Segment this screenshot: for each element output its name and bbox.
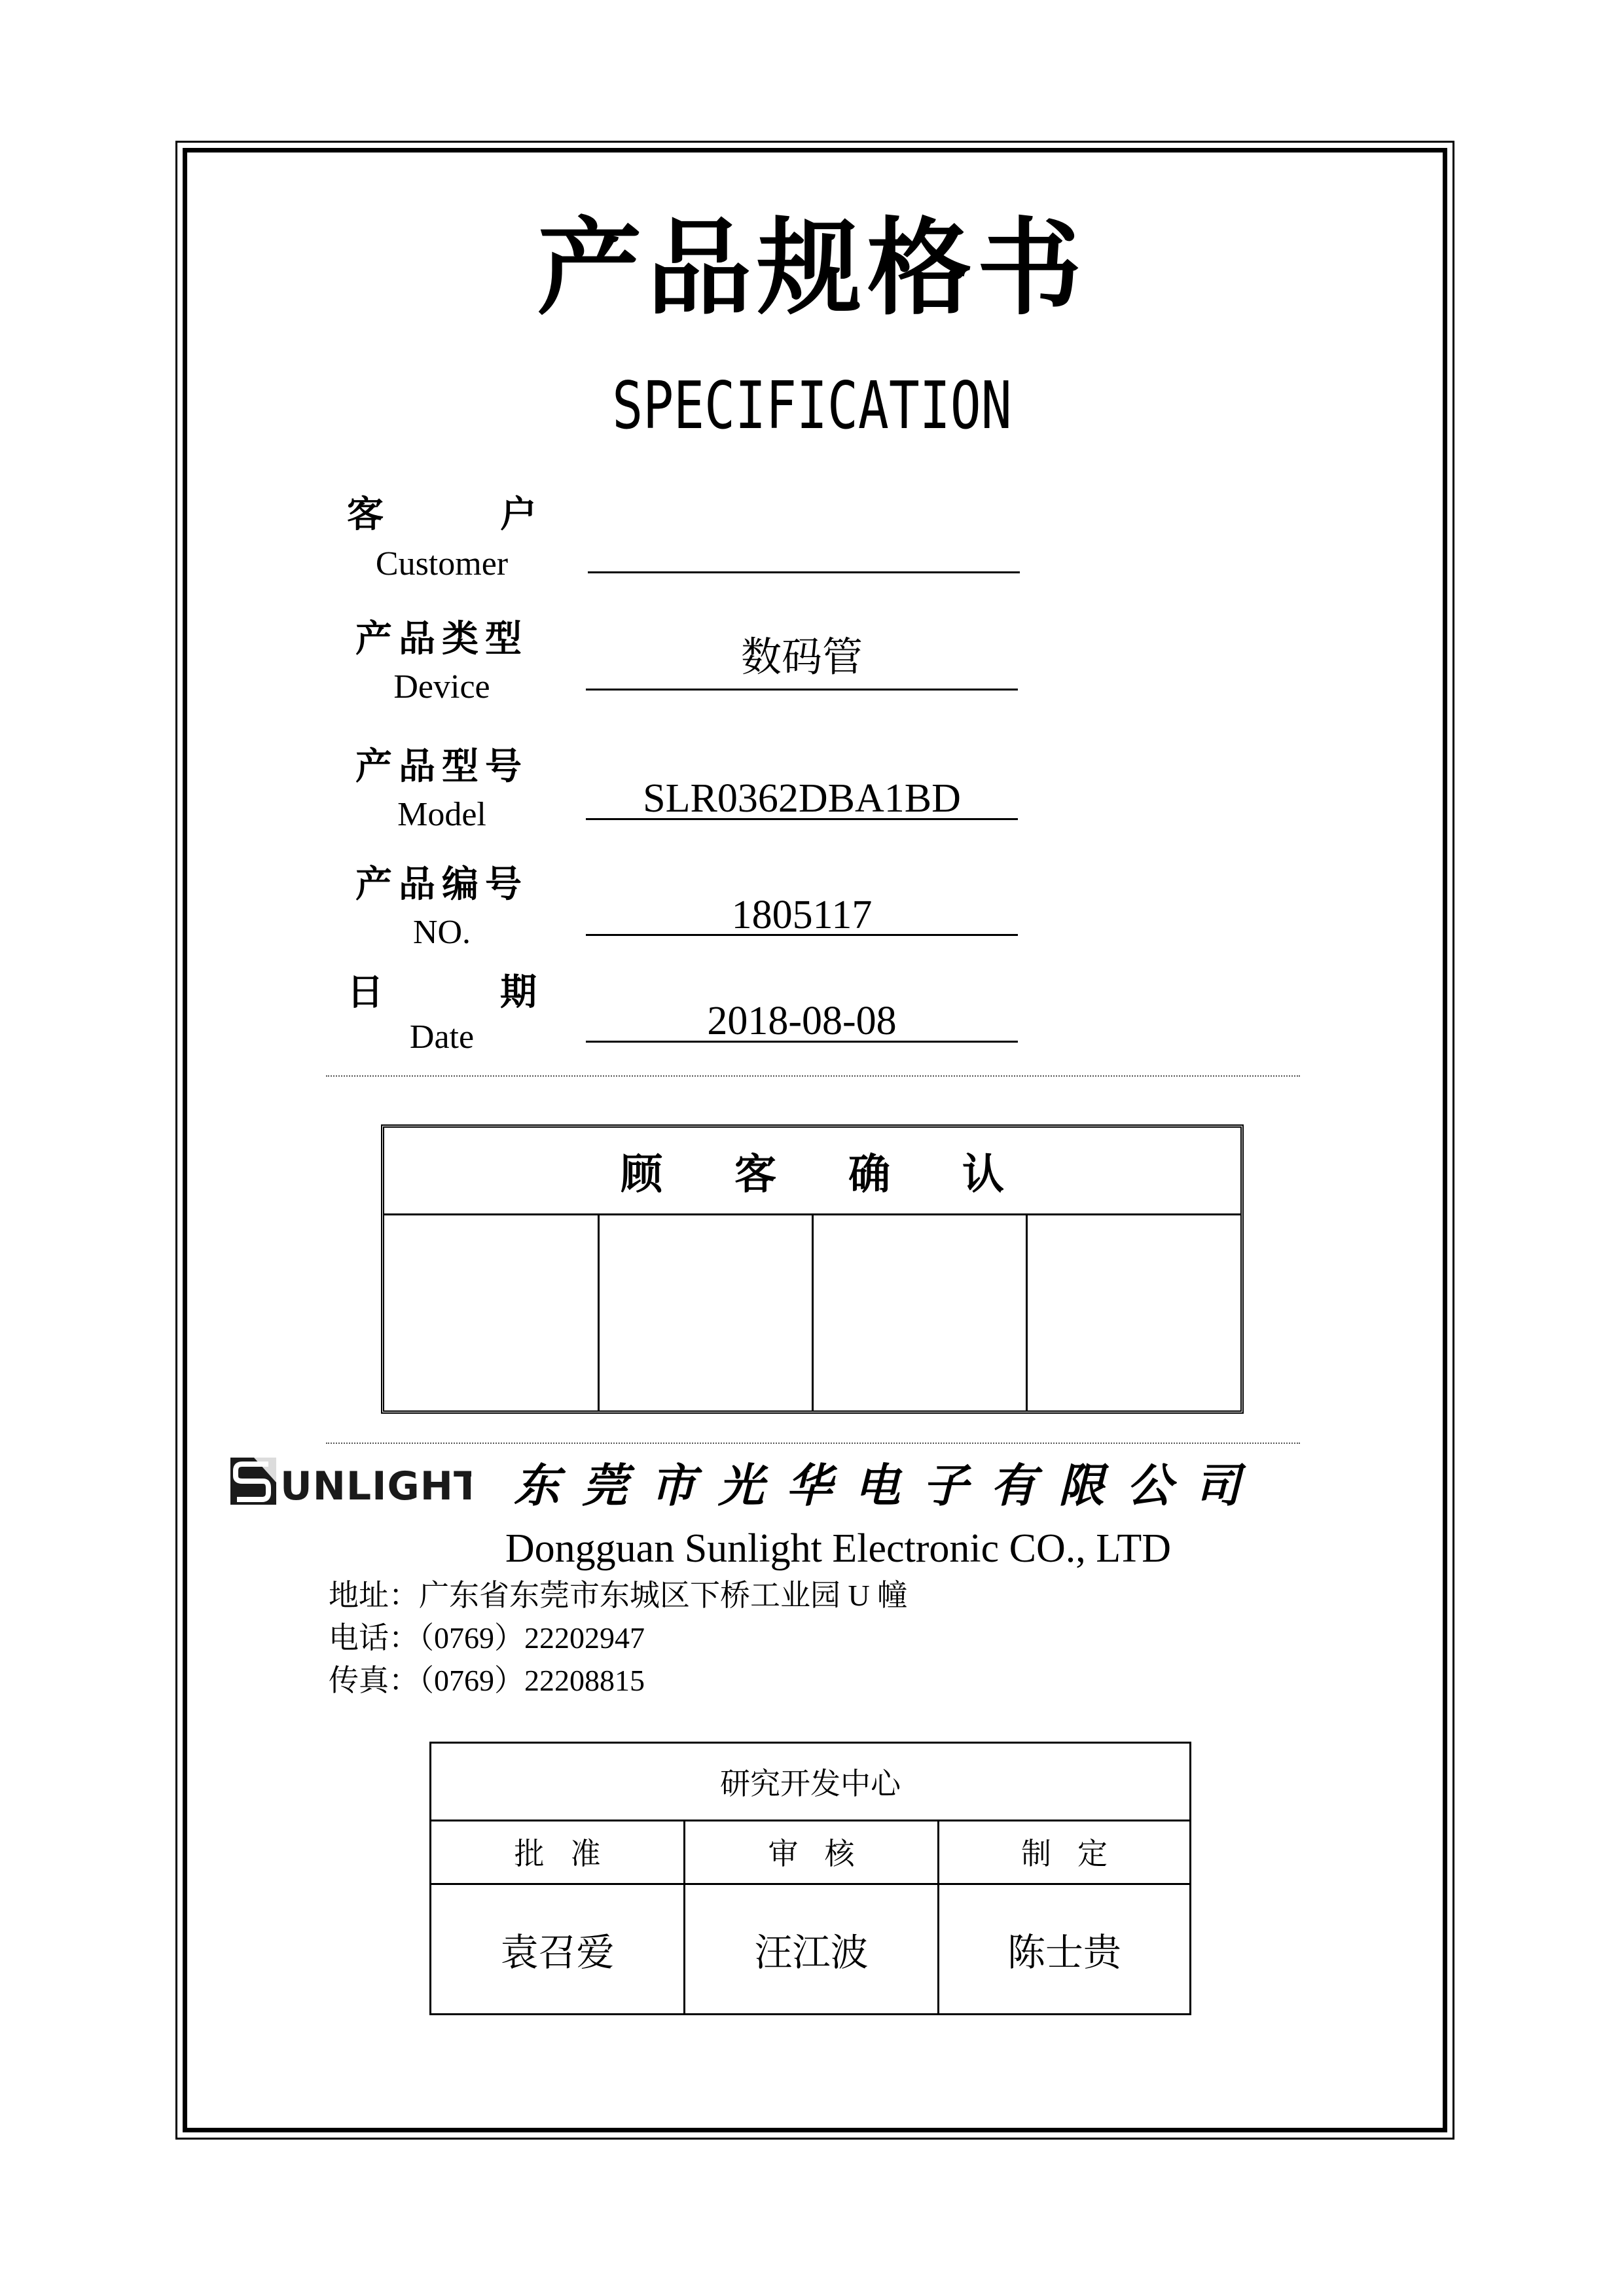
date-label-cn-right: 期 [500, 971, 537, 1014]
company-name-en: Dongguan Sunlight Electronic CO., LTD [505, 1526, 1172, 1571]
customer-confirm-title: 顾客确认 [384, 1128, 1240, 1215]
number-label-en: NO. [412, 914, 471, 951]
customer-label-cn [347, 494, 537, 536]
rd-name-approve: 袁召爱 [500, 1931, 615, 1974]
date-label-cn [347, 972, 537, 1014]
number-underline [586, 934, 1018, 936]
separator-dotted-top [326, 1075, 1300, 1077]
number-label-cn: 产品编号 [355, 863, 528, 906]
device-value: 数码管 [740, 636, 863, 680]
rd-name-review: 汪江波 [754, 1931, 869, 1974]
rd-column-review [685, 1820, 939, 2013]
title-english: SPECIFICATION [612, 367, 1012, 444]
company-fax: 传真：（0769）22208815 [329, 1664, 645, 1697]
customer-label-en: Customer [375, 545, 509, 583]
company-address: 地址：广东省东莞市东城区下桥工业园 U 幢 [329, 1579, 908, 1612]
separator-dotted-bottom [326, 1443, 1300, 1444]
date-underline [586, 1041, 1018, 1043]
confirm-cell [598, 1215, 814, 1410]
model-label-cn: 产品型号 [355, 745, 528, 788]
model-label-en: Model [397, 796, 486, 833]
customer-label-cn-right: 户 [500, 493, 537, 536]
device-label-cn: 产品类型 [355, 618, 528, 660]
model-underline [586, 818, 1018, 820]
customer-label-cn-left: 客 [347, 493, 384, 536]
rd-approval-table [429, 1742, 1191, 2015]
device-underline [586, 689, 1018, 691]
rd-table-title: 研究开发中心 [431, 1744, 1189, 1821]
confirm-cell [384, 1215, 600, 1410]
rd-header-prepare: 制定 [939, 1820, 1189, 1885]
rd-header-review: 审核 [685, 1820, 937, 1885]
date-label-en: Date [409, 1018, 475, 1056]
company-phone: 电话：（0769）22202947 [329, 1621, 645, 1655]
customer-underline [588, 571, 1020, 573]
rd-header-approve: 批准 [431, 1820, 683, 1885]
title-chinese: 产品规格书 [537, 207, 1087, 329]
date-value: 2018-08-08 [707, 999, 897, 1043]
device-label-en: Device [393, 668, 490, 706]
date-label-cn-left: 日 [347, 971, 384, 1014]
sunlight-logo [230, 1456, 471, 1507]
rd-column-approve [431, 1820, 685, 2013]
rd-name-prepare: 陈士贵 [1007, 1931, 1121, 1974]
rd-column-prepare [939, 1820, 1189, 2013]
svg-text:UNLIGHT: UNLIGHT [280, 1463, 471, 1507]
company-name-cn: 东莞市光华电子有限公司 [514, 1459, 1263, 1513]
sunlight-logo-icon [230, 1456, 471, 1507]
model-value: SLR0362DBA1BD [643, 776, 961, 821]
customer-confirm-table [381, 1124, 1244, 1414]
number-value: 1805117 [731, 893, 873, 937]
confirm-cell [812, 1215, 1028, 1410]
